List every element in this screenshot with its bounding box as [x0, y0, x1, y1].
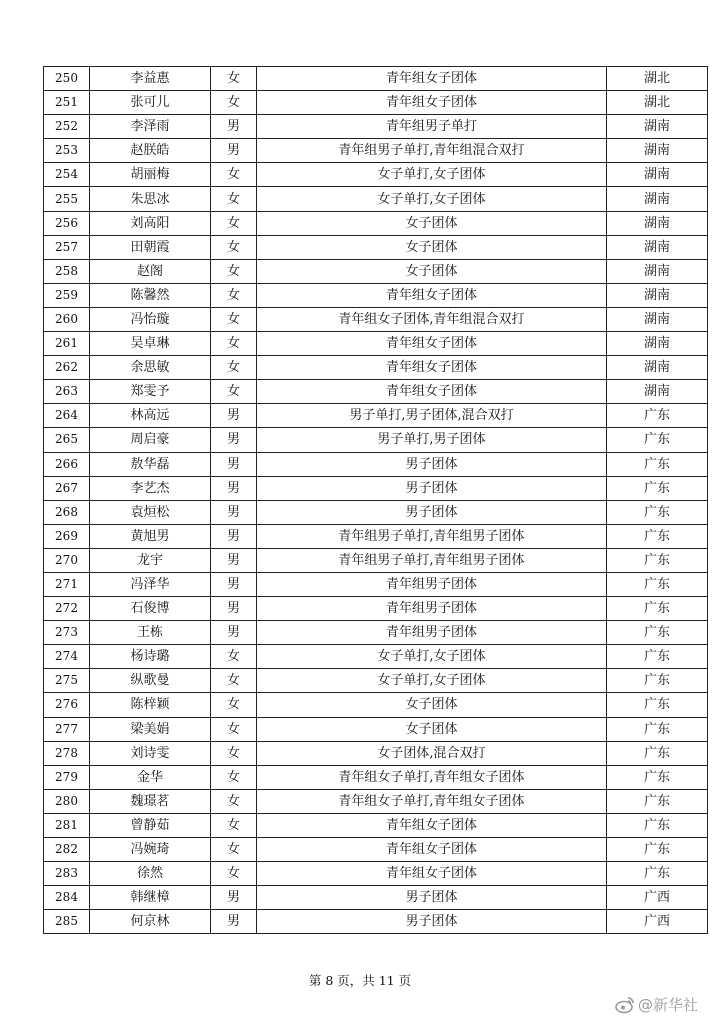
gender-cell: 女 [211, 235, 257, 259]
row-number-cell: 284 [44, 886, 90, 910]
events-cell: 青年组女子团体 [257, 332, 607, 356]
gender-cell: 女 [211, 307, 257, 331]
row-number-cell: 265 [44, 428, 90, 452]
table-row [44, 187, 708, 211]
row-number-cell: 275 [44, 669, 90, 693]
gender-cell: 女 [211, 741, 257, 765]
events-cell: 青年组女子团体 [257, 283, 607, 307]
row-number-cell: 253 [44, 139, 90, 163]
name-cell: 徐然 [90, 862, 211, 886]
page-footer: 第 8 页，共 11 页 [308, 973, 412, 988]
name-cell: 余思敏 [90, 356, 211, 380]
roster-table [43, 66, 708, 934]
events-cell: 男子团体 [257, 476, 607, 500]
watermark [615, 994, 698, 1015]
province-cell: 广东 [607, 476, 708, 500]
events-cell: 女子团体 [257, 235, 607, 259]
province-cell: 湖南 [607, 187, 708, 211]
table-row [44, 717, 708, 741]
province-cell: 湖北 [607, 91, 708, 115]
table-row [44, 910, 708, 934]
events-cell: 女子单打,女子团体 [257, 163, 607, 187]
events-cell: 青年组男子单打,青年组混合双打 [257, 139, 607, 163]
name-cell: 何京林 [90, 910, 211, 934]
province-cell: 湖南 [607, 283, 708, 307]
table-row [44, 428, 708, 452]
province-cell: 湖南 [607, 115, 708, 139]
row-number-cell: 251 [44, 91, 90, 115]
province-cell: 湖南 [607, 332, 708, 356]
row-number-cell: 254 [44, 163, 90, 187]
province-cell: 湖南 [607, 163, 708, 187]
gender-cell: 女 [211, 332, 257, 356]
roster-body [44, 67, 708, 934]
name-cell: 周启豪 [90, 428, 211, 452]
gender-cell: 男 [211, 524, 257, 548]
province-cell: 广东 [607, 838, 708, 862]
name-cell: 敖华磊 [90, 452, 211, 476]
province-cell: 广东 [607, 813, 708, 837]
events-cell: 女子单打,女子团体 [257, 645, 607, 669]
province-cell: 广东 [607, 621, 708, 645]
name-cell: 胡丽梅 [90, 163, 211, 187]
row-number-cell: 258 [44, 259, 90, 283]
gender-cell: 男 [211, 476, 257, 500]
name-cell: 袁烜松 [90, 500, 211, 524]
table-row [44, 813, 708, 837]
name-cell: 吴卓琳 [90, 332, 211, 356]
table-row [44, 669, 708, 693]
events-cell: 男子单打,男子团体,混合双打 [257, 404, 607, 428]
table-row [44, 548, 708, 572]
province-cell: 湖南 [607, 307, 708, 331]
table-row [44, 597, 708, 621]
table-row [44, 139, 708, 163]
name-cell: 龙宇 [90, 548, 211, 572]
province-cell: 广东 [607, 428, 708, 452]
table-row [44, 307, 708, 331]
name-cell: 李艺杰 [90, 476, 211, 500]
row-number-cell: 276 [44, 693, 90, 717]
name-cell: 陈梓颖 [90, 693, 211, 717]
row-number-cell: 278 [44, 741, 90, 765]
table-row [44, 789, 708, 813]
table-row [44, 259, 708, 283]
table-row [44, 765, 708, 789]
gender-cell: 女 [211, 765, 257, 789]
gender-cell: 男 [211, 404, 257, 428]
province-cell: 广东 [607, 765, 708, 789]
events-cell: 青年组女子团体 [257, 356, 607, 380]
gender-cell: 男 [211, 139, 257, 163]
province-cell: 广东 [607, 548, 708, 572]
row-number-cell: 263 [44, 380, 90, 404]
name-cell: 李泽雨 [90, 115, 211, 139]
events-cell: 青年组女子团体 [257, 862, 607, 886]
gender-cell: 女 [211, 211, 257, 235]
row-number-cell: 252 [44, 115, 90, 139]
name-cell: 郑雯予 [90, 380, 211, 404]
table-row [44, 235, 708, 259]
province-cell: 湖南 [607, 380, 708, 404]
gender-cell: 男 [211, 452, 257, 476]
name-cell: 梁美娟 [90, 717, 211, 741]
row-number-cell: 250 [44, 67, 90, 91]
row-number-cell: 262 [44, 356, 90, 380]
row-number-cell: 261 [44, 332, 90, 356]
gender-cell: 男 [211, 115, 257, 139]
name-cell: 曾静茹 [90, 813, 211, 837]
table-row [44, 524, 708, 548]
table-row [44, 115, 708, 139]
row-number-cell: 267 [44, 476, 90, 500]
events-cell: 青年组女子单打,青年组女子团体 [257, 765, 607, 789]
events-cell: 女子团体 [257, 717, 607, 741]
table-row [44, 332, 708, 356]
row-number-cell: 279 [44, 765, 90, 789]
events-cell: 青年组男子单打,青年组男子团体 [257, 548, 607, 572]
gender-cell: 女 [211, 789, 257, 813]
gender-cell: 女 [211, 717, 257, 741]
events-cell: 青年组男子单打,青年组男子团体 [257, 524, 607, 548]
province-cell: 广东 [607, 452, 708, 476]
province-cell: 广东 [607, 524, 708, 548]
row-number-cell: 257 [44, 235, 90, 259]
events-cell: 女子团体 [257, 693, 607, 717]
gender-cell: 男 [211, 572, 257, 596]
province-cell: 湖南 [607, 356, 708, 380]
name-cell: 赵阁 [90, 259, 211, 283]
watermark-text: @新华社 [637, 996, 698, 1014]
province-cell: 广东 [607, 645, 708, 669]
events-cell: 男子团体 [257, 910, 607, 934]
table-row [44, 163, 708, 187]
events-cell: 女子单打,女子团体 [257, 669, 607, 693]
province-cell: 湖南 [607, 235, 708, 259]
gender-cell: 男 [211, 597, 257, 621]
row-number-cell: 282 [44, 838, 90, 862]
province-cell: 广东 [607, 597, 708, 621]
row-number-cell: 277 [44, 717, 90, 741]
row-number-cell: 280 [44, 789, 90, 813]
province-cell: 广东 [607, 500, 708, 524]
table-row [44, 886, 708, 910]
table-row [44, 380, 708, 404]
table-row [44, 211, 708, 235]
events-cell: 男子团体 [257, 452, 607, 476]
gender-cell: 男 [211, 621, 257, 645]
name-cell: 李益惠 [90, 67, 211, 91]
events-cell: 男子团体 [257, 886, 607, 910]
events-cell: 男子团体 [257, 500, 607, 524]
province-cell: 广西 [607, 886, 708, 910]
province-cell: 广东 [607, 789, 708, 813]
row-number-cell: 255 [44, 187, 90, 211]
name-cell: 石俊博 [90, 597, 211, 621]
row-number-cell: 285 [44, 910, 90, 934]
row-number-cell: 268 [44, 500, 90, 524]
province-cell: 湖北 [607, 67, 708, 91]
province-cell: 广西 [607, 910, 708, 934]
table-row [44, 91, 708, 115]
events-cell: 青年组男子团体 [257, 621, 607, 645]
province-cell: 广东 [607, 404, 708, 428]
events-cell: 女子单打,女子团体 [257, 187, 607, 211]
gender-cell: 女 [211, 862, 257, 886]
table-row [44, 838, 708, 862]
table-row [44, 572, 708, 596]
name-cell: 韩继樟 [90, 886, 211, 910]
row-number-cell: 270 [44, 548, 90, 572]
row-number-cell: 272 [44, 597, 90, 621]
name-cell: 魏璟茗 [90, 789, 211, 813]
events-cell: 青年组女子团体 [257, 380, 607, 404]
events-cell: 青年组女子团体 [257, 813, 607, 837]
gender-cell: 男 [211, 886, 257, 910]
gender-cell: 女 [211, 67, 257, 91]
name-cell: 林高远 [90, 404, 211, 428]
name-cell: 金华 [90, 765, 211, 789]
gender-cell: 女 [211, 356, 257, 380]
table-row [44, 356, 708, 380]
name-cell: 田朝霞 [90, 235, 211, 259]
row-number-cell: 266 [44, 452, 90, 476]
gender-cell: 女 [211, 669, 257, 693]
table-row [44, 283, 708, 307]
table-row [44, 741, 708, 765]
name-cell: 冯怡璇 [90, 307, 211, 331]
weibo-icon [615, 996, 635, 1014]
table-row [44, 476, 708, 500]
table-row [44, 67, 708, 91]
row-number-cell: 259 [44, 283, 90, 307]
gender-cell: 女 [211, 163, 257, 187]
row-number-cell: 271 [44, 572, 90, 596]
table-row [44, 693, 708, 717]
gender-cell: 女 [211, 813, 257, 837]
province-cell: 广东 [607, 693, 708, 717]
name-cell: 张可儿 [90, 91, 211, 115]
events-cell: 男子单打,男子团体 [257, 428, 607, 452]
row-number-cell: 283 [44, 862, 90, 886]
province-cell: 广东 [607, 717, 708, 741]
name-cell: 赵朕皓 [90, 139, 211, 163]
table-row [44, 404, 708, 428]
name-cell: 刘诗雯 [90, 741, 211, 765]
province-cell: 广东 [607, 741, 708, 765]
events-cell: 青年组男子单打 [257, 115, 607, 139]
events-cell: 女子团体 [257, 259, 607, 283]
name-cell: 王栋 [90, 621, 211, 645]
gender-cell: 女 [211, 838, 257, 862]
events-cell: 青年组女子团体 [257, 838, 607, 862]
events-cell: 青年组男子团体 [257, 597, 607, 621]
name-cell: 刘高阳 [90, 211, 211, 235]
name-cell: 黄旭男 [90, 524, 211, 548]
table-row [44, 645, 708, 669]
name-cell: 纵歌曼 [90, 669, 211, 693]
row-number-cell: 260 [44, 307, 90, 331]
name-cell: 杨诗璐 [90, 645, 211, 669]
row-number-cell: 256 [44, 211, 90, 235]
events-cell: 青年组女子团体 [257, 67, 607, 91]
events-cell: 女子团体 [257, 211, 607, 235]
province-cell: 湖南 [607, 211, 708, 235]
gender-cell: 男 [211, 428, 257, 452]
name-cell: 朱思冰 [90, 187, 211, 211]
events-cell: 青年组女子团体,青年组混合双打 [257, 307, 607, 331]
table-row [44, 862, 708, 886]
row-number-cell: 269 [44, 524, 90, 548]
events-cell: 青年组女子团体 [257, 91, 607, 115]
events-cell: 青年组男子团体 [257, 572, 607, 596]
gender-cell: 女 [211, 380, 257, 404]
gender-cell: 男 [211, 548, 257, 572]
events-cell: 青年组女子单打,青年组女子团体 [257, 789, 607, 813]
gender-cell: 女 [211, 187, 257, 211]
gender-cell: 男 [211, 500, 257, 524]
row-number-cell: 281 [44, 813, 90, 837]
gender-cell: 女 [211, 283, 257, 307]
name-cell: 冯泽华 [90, 572, 211, 596]
gender-cell: 男 [211, 910, 257, 934]
events-cell: 女子团体,混合双打 [257, 741, 607, 765]
province-cell: 广东 [607, 572, 708, 596]
province-cell: 广东 [607, 862, 708, 886]
gender-cell: 女 [211, 259, 257, 283]
gender-cell: 女 [211, 645, 257, 669]
name-cell: 陈馨然 [90, 283, 211, 307]
province-cell: 广东 [607, 669, 708, 693]
row-number-cell: 273 [44, 621, 90, 645]
table-row [44, 500, 708, 524]
province-cell: 湖南 [607, 139, 708, 163]
table-row [44, 621, 708, 645]
row-number-cell: 264 [44, 404, 90, 428]
name-cell: 冯婉琦 [90, 838, 211, 862]
gender-cell: 女 [211, 693, 257, 717]
table-row [44, 452, 708, 476]
gender-cell: 女 [211, 91, 257, 115]
province-cell: 湖南 [607, 259, 708, 283]
row-number-cell: 274 [44, 645, 90, 669]
